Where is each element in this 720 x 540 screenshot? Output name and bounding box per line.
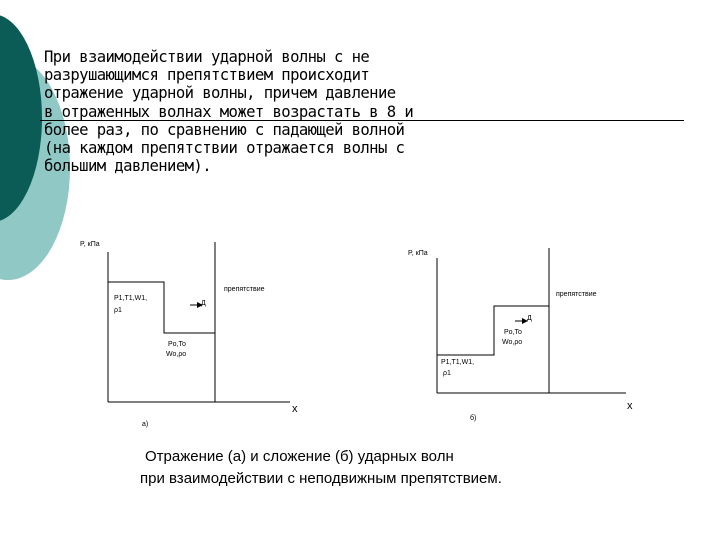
y-axis-label: P, кПа bbox=[80, 241, 100, 248]
mid-state-label: Po,To bbox=[504, 329, 522, 336]
high-state-label: P1,T1,W1, bbox=[441, 359, 475, 366]
paragraph-line: большим давлением). bbox=[44, 157, 211, 176]
paragraph-line: отражение ударной волны, причем давление bbox=[44, 84, 396, 103]
x-axis-label: x bbox=[627, 400, 633, 412]
subfigure-caption: а) bbox=[142, 421, 149, 428]
pressure-profile bbox=[437, 306, 549, 355]
caption-line-2: при взаимодействии с неподвижным препятствием. bbox=[140, 470, 502, 487]
paragraph-line: (на каждом препятствии отражается волны с bbox=[44, 139, 405, 158]
paragraph-line: разрушающимся препятствием происходит bbox=[44, 66, 370, 85]
figure-caption bbox=[140, 446, 610, 490]
mid-state-label-2: Wo,ρo bbox=[502, 339, 523, 346]
x-axis-label: x bbox=[292, 403, 298, 415]
high-state-label-2: ρ1 bbox=[114, 307, 122, 314]
front-label: Д bbox=[527, 315, 532, 322]
paragraph-line: При взаимодействии ударной волны с не bbox=[44, 48, 370, 66]
front-label: Д bbox=[201, 300, 206, 307]
subfigure-caption: б) bbox=[470, 415, 477, 422]
paragraph-line: более раз, по сравнению с падающей волной bbox=[44, 120, 405, 139]
y-axis-label: P, кПа bbox=[408, 250, 428, 257]
low-state-label: Po,To bbox=[168, 341, 186, 348]
high-state-label: P1,T1,W1, bbox=[114, 295, 148, 302]
paragraph-line: в отраженных волнах может возрастать в 8 и bbox=[44, 102, 414, 121]
obstacle-label: препятствие bbox=[224, 286, 265, 293]
obstacle-label: препятствие bbox=[556, 291, 597, 298]
high-state-label-2: ρ1 bbox=[443, 370, 451, 377]
low-state-label-2: Wo,ρo bbox=[166, 351, 187, 358]
caption-line-1: Отражение (а) и сложение (б) ударных волн bbox=[145, 448, 454, 465]
